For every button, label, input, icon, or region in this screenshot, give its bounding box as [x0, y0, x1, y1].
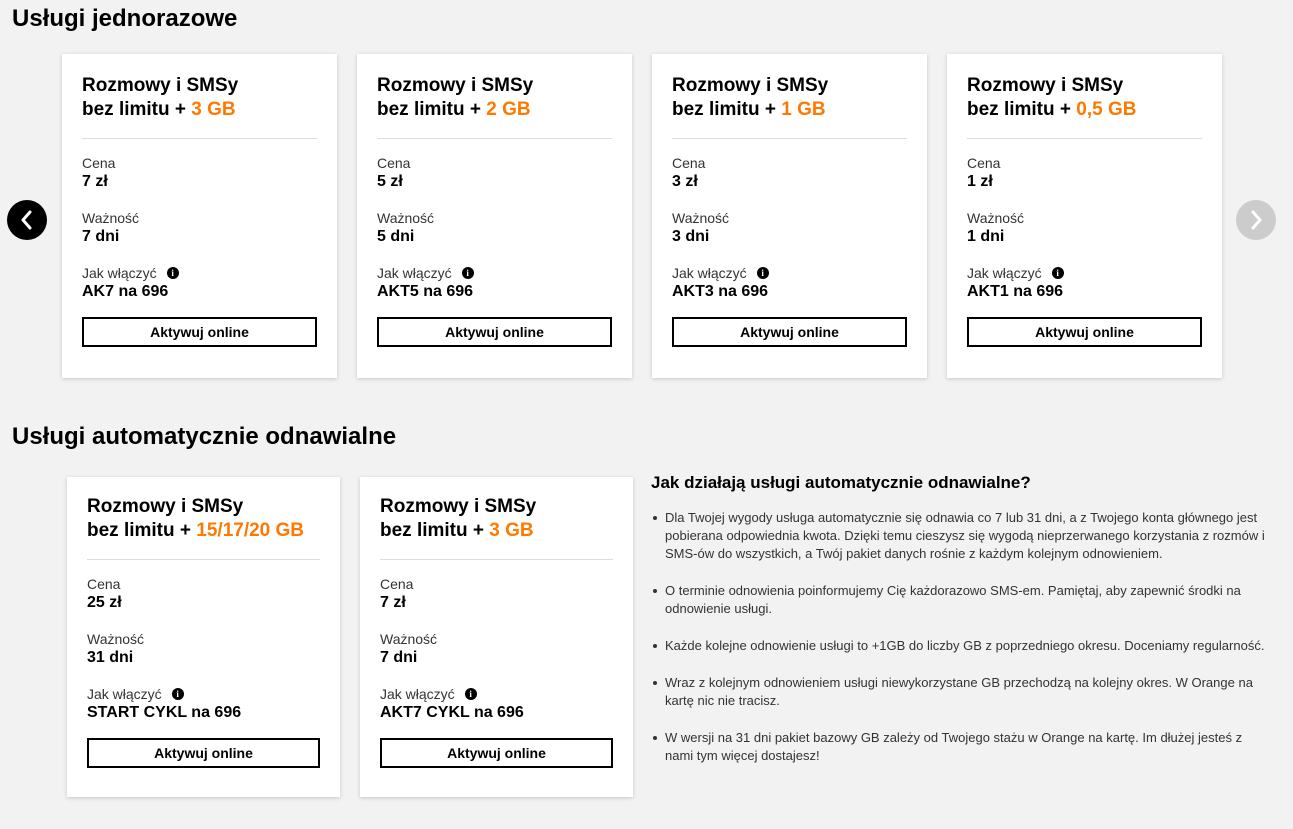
data-amount: 0,5 GB	[1076, 99, 1137, 120]
price-label: Cena	[380, 576, 414, 592]
card-title-line1: Rozmowy i SMSy	[377, 75, 534, 96]
how-to-label	[82, 264, 317, 282]
service-card	[947, 54, 1222, 378]
how-to-text: Jak włączyć	[87, 686, 162, 702]
validity-value: 7 dni	[82, 228, 120, 245]
validity-label: Ważność	[87, 631, 145, 647]
price-label: Cena	[672, 155, 706, 171]
card-title-line1: Rozmowy i SMSy	[82, 75, 239, 96]
data-amount: 3 GB	[191, 99, 236, 120]
card-title-line1: Rozmowy i SMSy	[87, 496, 244, 517]
how-to-label	[377, 264, 612, 282]
card-title	[87, 495, 320, 560]
validity-value: 5 dni	[377, 228, 415, 245]
info-icon[interactable]: i	[1052, 267, 1064, 279]
activation-code: AKT3 na 696	[672, 283, 769, 300]
validity-value: 3 dni	[672, 228, 710, 245]
price-value: 1 zł	[967, 173, 993, 190]
how-to-label	[87, 685, 320, 703]
how-to-label	[672, 264, 907, 282]
validity-value: 1 dni	[967, 228, 1005, 245]
title-prefix: bez limitu +	[87, 520, 197, 541]
validity-label: Ważność	[377, 210, 435, 226]
card-title	[672, 74, 907, 139]
activate-online-button[interactable]: Aktywuj online	[377, 317, 612, 347]
data-amount: 3 GB	[489, 520, 534, 541]
data-amount: 2 GB	[486, 99, 531, 120]
price-value: 5 zł	[377, 173, 403, 190]
how-to-text: Jak włączyć	[672, 265, 747, 281]
section-title-auto-renewal: Usługi automatycznie odnawialne	[12, 423, 397, 450]
activate-online-button[interactable]: Aktywuj online	[967, 317, 1202, 347]
card-title-line2	[967, 98, 1202, 122]
data-amount: 1 GB	[781, 99, 826, 120]
how-to-text: Jak włączyć	[82, 265, 157, 281]
price-value: 25 zł	[87, 594, 122, 611]
card-title-line2	[87, 519, 320, 543]
info-list	[651, 509, 1271, 765]
info-item: Dla Twojej wygody usługa automatycznie się odnawia co 7 lub 31 dni, a z Twojego konta głównego jest pobierana odpowiednia kwota. Dzięki temu cieszysz się wygodą nieprzerwanego korzystania z rozmów i SMS-ów do wszystkich, a Twój pakiet danych rośnie z każdym kolejnym odnowieniem.	[651, 509, 1271, 563]
title-prefix: bez limitu +	[82, 99, 192, 120]
carousel-prev-button[interactable]	[7, 200, 47, 240]
title-prefix: bez limitu +	[672, 99, 782, 120]
how-to-text: Jak włączyć	[967, 265, 1042, 281]
card-title-line2	[82, 98, 317, 122]
card-title-line2	[380, 519, 613, 543]
section-title-one-time: Usługi jednorazowe	[12, 5, 238, 32]
price-label: Cena	[82, 155, 116, 171]
service-card	[357, 54, 632, 378]
card-title-line2	[377, 98, 612, 122]
card-title-line2	[672, 98, 907, 122]
service-card	[360, 477, 633, 797]
activation-code: AKT7 CYKL na 696	[380, 704, 524, 721]
validity-label: Ważność	[967, 210, 1025, 226]
info-item: Każde kolejne odnowienie usługi to +1GB do liczby GB z poprzedniego okresu. Doceniamy regularność.	[651, 637, 1271, 655]
service-card	[652, 54, 927, 378]
service-card	[62, 54, 337, 378]
chevron-right-icon	[1248, 210, 1264, 230]
chevron-left-icon	[19, 210, 35, 230]
card-title-line1: Rozmowy i SMSy	[380, 496, 537, 517]
info-icon[interactable]: i	[172, 688, 184, 700]
info-item: W wersji na 31 dni pakiet bazowy GB zależy od Twojego stażu w Orange na kartę. Im dłużej jesteś z nami tym więcej dostajesz!	[651, 729, 1271, 765]
activate-online-button[interactable]: Aktywuj online	[87, 738, 320, 768]
validity-label: Ważność	[380, 631, 438, 647]
info-item: Wraz z kolejnym odnowieniem usługi niewykorzystane GB przechodzą na kolejny okres. W Orange na kartę nic nie tracisz.	[651, 674, 1271, 710]
info-item: O terminie odnowienia poinformujemy Cię każdorazowo SMS-em. Pamiętaj, aby zapewnić środki na odnowienie usługi.	[651, 582, 1271, 618]
validity-value: 7 dni	[380, 649, 418, 666]
title-prefix: bez limitu +	[377, 99, 487, 120]
data-amount: 15/17/20 GB	[196, 520, 305, 541]
card-title	[377, 74, 612, 139]
title-prefix: bez limitu +	[380, 520, 490, 541]
title-prefix: bez limitu +	[967, 99, 1077, 120]
validity-value: 31 dni	[87, 649, 134, 666]
activate-online-button[interactable]: Aktywuj online	[82, 317, 317, 347]
how-to-label	[380, 685, 613, 703]
activation-code: AKT5 na 696	[377, 283, 474, 300]
how-to-label	[967, 264, 1202, 282]
info-icon[interactable]: i	[462, 267, 474, 279]
info-heading: Jak działają usługi automatycznie odnawialne?	[651, 473, 1031, 492]
service-card	[67, 477, 340, 797]
price-value: 3 zł	[672, 173, 698, 190]
auto-renewal-info	[651, 473, 1271, 784]
carousel-next-button[interactable]	[1236, 200, 1276, 240]
how-to-text: Jak włączyć	[377, 265, 452, 281]
card-title-line1: Rozmowy i SMSy	[967, 75, 1124, 96]
info-icon[interactable]: i	[167, 267, 179, 279]
activation-code: AK7 na 696	[82, 283, 169, 300]
activate-online-button[interactable]: Aktywuj online	[380, 738, 613, 768]
activation-code: AKT1 na 696	[967, 283, 1064, 300]
validity-label: Ważność	[82, 210, 140, 226]
price-label: Cena	[377, 155, 411, 171]
activation-code: START CYKL na 696	[87, 704, 242, 721]
activate-online-button[interactable]: Aktywuj online	[672, 317, 907, 347]
info-icon[interactable]: i	[757, 267, 769, 279]
card-title	[82, 74, 317, 139]
how-to-text: Jak włączyć	[380, 686, 455, 702]
price-label: Cena	[967, 155, 1001, 171]
card-title-line1: Rozmowy i SMSy	[672, 75, 829, 96]
price-value: 7 zł	[82, 173, 108, 190]
card-title	[967, 74, 1202, 139]
info-icon[interactable]: i	[465, 688, 477, 700]
price-value: 7 zł	[380, 594, 406, 611]
price-label: Cena	[87, 576, 121, 592]
card-title	[380, 495, 613, 560]
validity-label: Ważność	[672, 210, 730, 226]
